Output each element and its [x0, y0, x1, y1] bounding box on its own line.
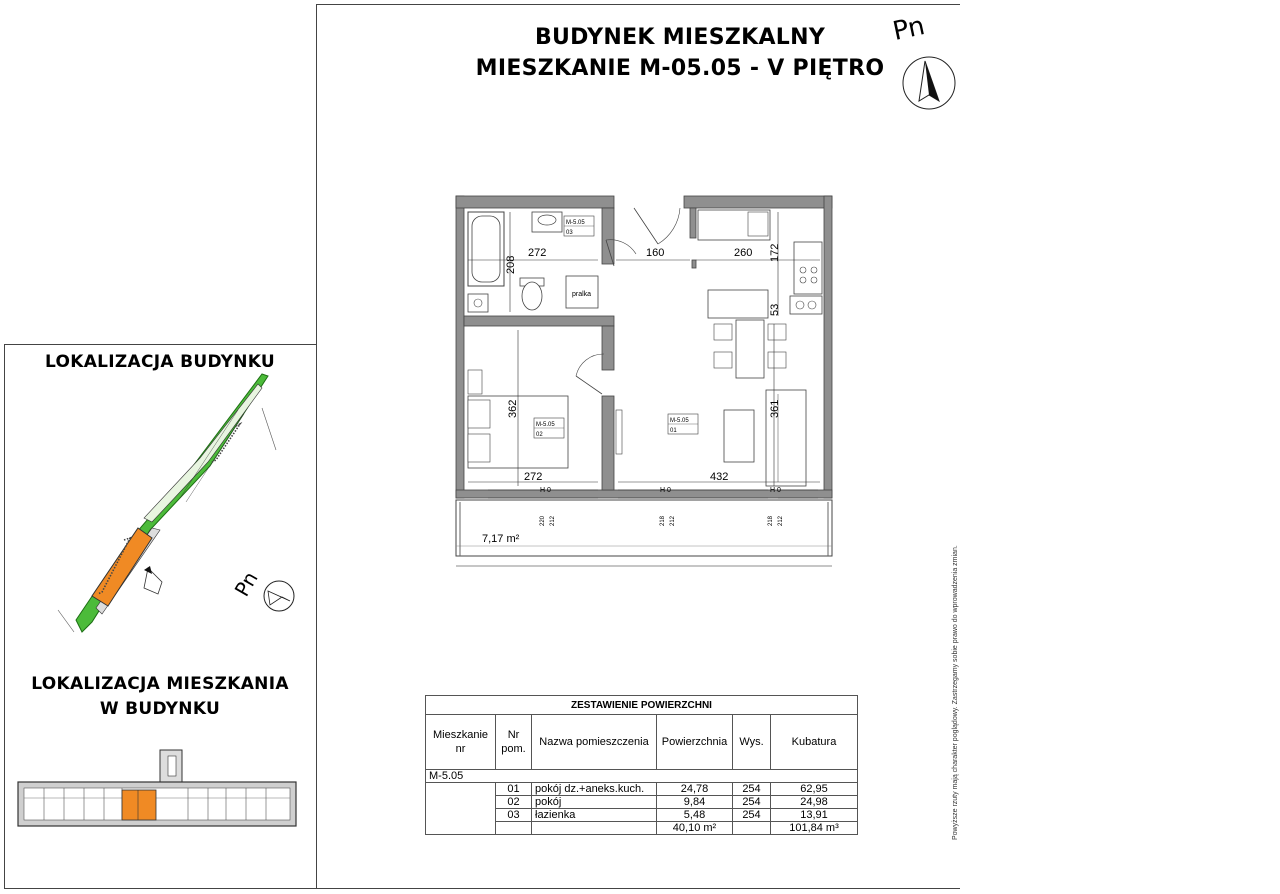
north-arrow-icon	[901, 55, 957, 111]
dim-208: 208	[505, 255, 517, 274]
window-220: 220	[540, 515, 546, 526]
room-height: 254	[733, 796, 771, 809]
page-title	[420, 22, 940, 84]
room-volume: 62,95	[771, 783, 858, 796]
apartment-location-title	[4, 672, 316, 722]
table-row-apartment	[426, 770, 858, 783]
window-212-b: 212	[670, 515, 676, 526]
frame-vertical-divider	[316, 4, 317, 889]
total-blank-height	[733, 822, 771, 835]
frame-left-panel-top	[4, 344, 316, 345]
balcony-area: 7,17 m²	[482, 533, 520, 545]
room-nr: 03	[496, 809, 532, 822]
col-header-room-name: Nazwa pomieszczenia	[532, 715, 657, 770]
room-03-nr: 03	[566, 230, 573, 236]
site-location-map	[40, 370, 300, 650]
site-north-arrow-icon	[262, 579, 296, 613]
window-h0-1: H 0	[540, 487, 551, 494]
apartment-location-title-line-1: LOKALIZACJA MIESZKANIA	[31, 674, 289, 694]
room-area: 9,84	[657, 796, 733, 809]
total-volume: 101,84 m³	[771, 822, 858, 835]
room-nr: 01	[496, 783, 532, 796]
col-header-apartment: Mieszkanie nr	[426, 715, 496, 770]
area-summary-table	[425, 695, 858, 835]
col-header-area: Powierzchnia	[657, 715, 733, 770]
dim-361: 361	[769, 399, 781, 418]
room-01-tag: M-5.05	[670, 418, 689, 424]
window-212-a: 212	[550, 515, 556, 526]
window-218-a: 218	[660, 515, 666, 526]
title-line-1: BUDYNEK MIESZKALNY	[534, 25, 826, 50]
room-nr: 02	[496, 796, 532, 809]
total-area: 40,10 m²	[657, 822, 733, 835]
dim-432: 432	[710, 471, 729, 483]
dim-362: 362	[507, 399, 519, 418]
room-volume: 24,98	[771, 796, 858, 809]
room-area: 5,48	[657, 809, 733, 822]
room-01-nr: 01	[670, 428, 677, 434]
window-218-b: 218	[768, 515, 774, 526]
site-north-label: Pn	[229, 567, 263, 601]
floor-plan	[448, 190, 848, 575]
room-name: pokój	[532, 796, 657, 809]
window-212-c: 212	[778, 515, 784, 526]
title-line-2: MIESZKANIE M-05.05 - V PIĘTRO	[475, 56, 885, 81]
room-name: łazienka	[532, 809, 657, 822]
disclaimer-text: Powyższe rzuty mają charakter poglądowy. Zastrzegamy sobie prawo do wprowadzenia zmian.	[952, 545, 959, 840]
table-caption: ZESTAWIENIE POWIERZCHNI	[426, 696, 858, 715]
frame-top-line	[316, 4, 960, 5]
col-header-volume: Kubatura	[771, 715, 858, 770]
room-volume: 13,91	[771, 809, 858, 822]
col-header-height: Wys.	[733, 715, 771, 770]
window-h0-2: H 0	[660, 487, 671, 494]
window-h0-3: H 0	[770, 487, 781, 494]
room-height: 254	[733, 809, 771, 822]
frame-bottom-line	[4, 888, 960, 889]
apartment-cell	[426, 783, 496, 835]
pralka-label: pralka	[572, 291, 592, 298]
dim-172: 172	[769, 243, 781, 262]
dim-272-top: 272	[528, 247, 547, 259]
room-02-tag: M-5.05	[536, 422, 555, 428]
building-location-title: LOKALIZACJA BUDYNKU	[44, 352, 276, 372]
total-blank-nr	[496, 822, 532, 835]
room-area: 24,78	[657, 783, 733, 796]
dim-53: 53	[769, 303, 781, 316]
building-floor-strip	[16, 748, 300, 830]
room-02-nr: 02	[536, 432, 543, 438]
room-height: 254	[733, 783, 771, 796]
room-name: pokój dz.+aneks.kuch.	[532, 783, 657, 796]
dim-272-bottom: 272	[524, 471, 543, 483]
dim-160: 160	[646, 247, 665, 259]
apartment-id: M-5.05	[426, 770, 858, 783]
room-03-tag: M-5.05	[566, 220, 585, 226]
frame-left-panel-border	[4, 344, 5, 889]
total-blank-name	[532, 822, 657, 835]
dim-260: 260	[734, 247, 753, 259]
col-header-room-nr: Nr pom.	[496, 715, 532, 770]
table-row	[426, 783, 858, 796]
apartment-location-title-line-2: W BUDYNKU	[99, 699, 221, 719]
north-label: Pn	[890, 11, 928, 47]
